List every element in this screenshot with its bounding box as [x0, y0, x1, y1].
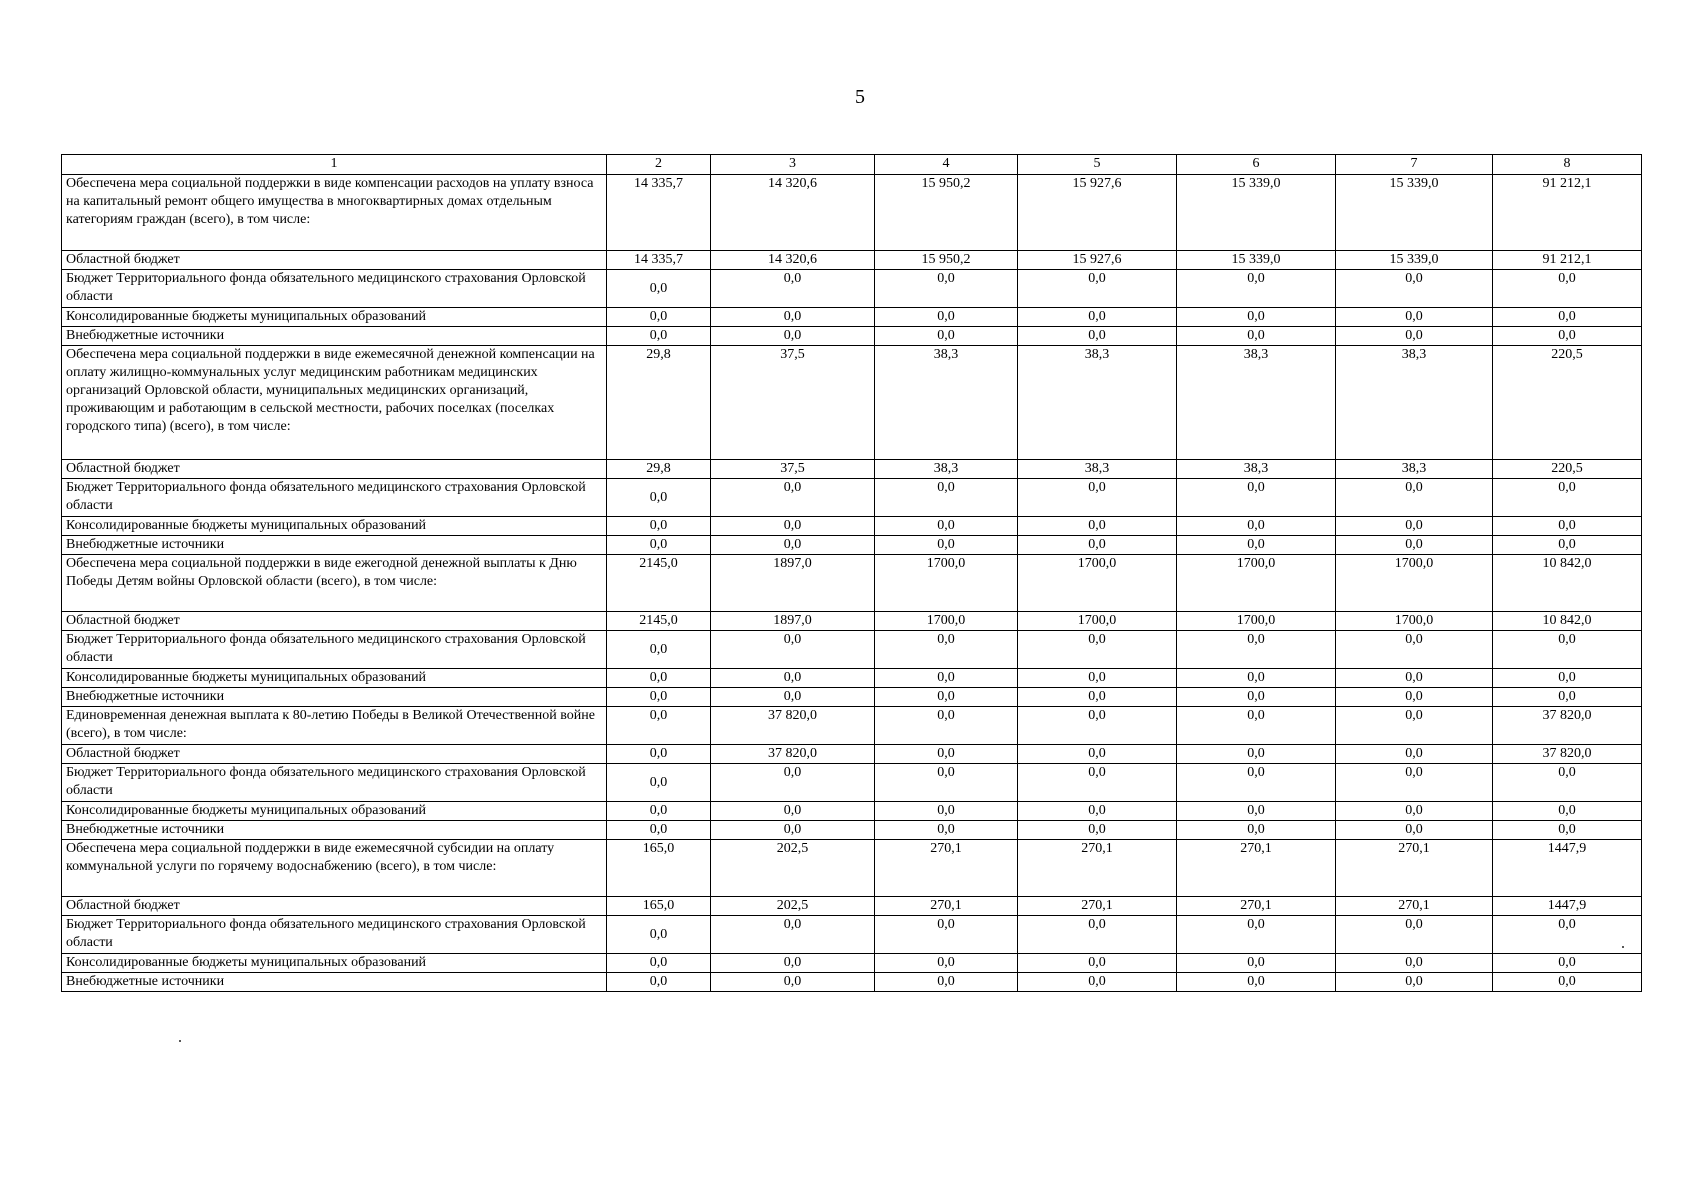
value-cell: 1897,0: [711, 555, 875, 612]
value-cell: 0,0: [711, 308, 875, 327]
value-cell: 0,0: [1493, 536, 1642, 555]
table-row: [62, 612, 1642, 631]
value-cell: 0,0: [607, 707, 711, 745]
value-cell: 0,0: [1336, 764, 1493, 802]
value-cell: 0,0: [1177, 517, 1336, 536]
value-cell: 0,0: [1018, 669, 1177, 688]
row-label: Консолидированные бюджеты муниципальных образований: [62, 308, 607, 327]
value-cell: 0,0: [607, 270, 711, 308]
value-cell: 0,0: [1018, 802, 1177, 821]
column-header: 2: [607, 155, 711, 175]
value-cell: 1897,0: [711, 612, 875, 631]
value-cell: 0,0: [1493, 916, 1642, 954]
table-row: [62, 954, 1642, 973]
row-label: Областной бюджет: [62, 745, 607, 764]
value-cell: 0,0: [1336, 973, 1493, 992]
value-cell: 1447,9: [1493, 897, 1642, 916]
value-cell: 91 212,1: [1493, 251, 1642, 270]
value-cell: 270,1: [1018, 897, 1177, 916]
value-cell: 0,0: [607, 327, 711, 346]
value-cell: 0,0: [711, 479, 875, 517]
value-cell: 0,0: [1336, 745, 1493, 764]
value-cell: 0,0: [1336, 802, 1493, 821]
value-cell: 0,0: [1018, 707, 1177, 745]
value-cell: 37 820,0: [711, 745, 875, 764]
value-cell: 0,0: [1018, 536, 1177, 555]
table-row: [62, 270, 1642, 308]
value-cell: 0,0: [1336, 327, 1493, 346]
value-cell: 10 842,0: [1493, 555, 1642, 612]
value-cell: 0,0: [1018, 688, 1177, 707]
value-cell: 38,3: [1336, 460, 1493, 479]
value-cell: 270,1: [1336, 897, 1493, 916]
value-cell: 0,0: [875, 270, 1018, 308]
value-cell: 29,8: [607, 460, 711, 479]
value-cell: 0,0: [875, 308, 1018, 327]
row-label: Внебюджетные источники: [62, 973, 607, 992]
column-header: 4: [875, 155, 1018, 175]
value-cell: 15 927,6: [1018, 175, 1177, 251]
value-cell: 0,0: [875, 688, 1018, 707]
value-cell: 14 320,6: [711, 175, 875, 251]
value-cell: 0,0: [1177, 327, 1336, 346]
table-row: [62, 821, 1642, 840]
value-cell: 0,0: [1336, 631, 1493, 669]
value-cell: 270,1: [875, 897, 1018, 916]
table-row: [62, 669, 1642, 688]
table-row: [62, 688, 1642, 707]
value-cell: 0,0: [1177, 688, 1336, 707]
value-cell: 0,0: [1493, 270, 1642, 308]
value-cell: 0,0: [1177, 973, 1336, 992]
value-cell: 2145,0: [607, 612, 711, 631]
value-cell: 0,0: [1493, 669, 1642, 688]
value-cell: 0,0: [607, 536, 711, 555]
table-row: [62, 631, 1642, 669]
value-cell: 0,0: [607, 631, 711, 669]
row-label: Консолидированные бюджеты муниципальных образований: [62, 954, 607, 973]
value-cell: 0,0: [607, 802, 711, 821]
column-header: 8: [1493, 155, 1642, 175]
value-cell: 15 950,2: [875, 175, 1018, 251]
row-label: Бюджет Территориального фонда обязательного медицинского страхования Орловской области: [62, 764, 607, 802]
table-row: [62, 175, 1642, 251]
table-row: [62, 973, 1642, 992]
value-cell: 0,0: [1177, 536, 1336, 555]
value-cell: 0,0: [1493, 954, 1642, 973]
row-label: Консолидированные бюджеты муниципальных образований: [62, 802, 607, 821]
value-cell: 0,0: [1336, 536, 1493, 555]
table-row: [62, 764, 1642, 802]
value-cell: 0,0: [711, 536, 875, 555]
value-cell: 0,0: [1018, 479, 1177, 517]
value-cell: 38,3: [1018, 460, 1177, 479]
value-cell: 14 335,7: [607, 251, 711, 270]
table-row: [62, 346, 1642, 460]
value-cell: 270,1: [1177, 840, 1336, 897]
table-row: [62, 555, 1642, 612]
value-cell: 15 339,0: [1336, 251, 1493, 270]
value-cell: 0,0: [1177, 764, 1336, 802]
value-cell: 1700,0: [1177, 612, 1336, 631]
value-cell: 0,0: [1493, 327, 1642, 346]
table-row: [62, 745, 1642, 764]
value-cell: 15 339,0: [1336, 175, 1493, 251]
value-cell: 0,0: [607, 308, 711, 327]
row-label: Областной бюджет: [62, 251, 607, 270]
table-row: [62, 707, 1642, 745]
row-label: Бюджет Территориального фонда обязательного медицинского страхования Орловской области: [62, 631, 607, 669]
value-cell: 0,0: [711, 669, 875, 688]
budget-table: [61, 154, 1642, 992]
value-cell: 0,0: [607, 669, 711, 688]
value-cell: 91 212,1: [1493, 175, 1642, 251]
value-cell: 0,0: [1177, 707, 1336, 745]
value-cell: 0,0: [1018, 308, 1177, 327]
row-label: Обеспечена мера социальной поддержки в виде ежемесячной денежной компенсации на оплату жилищно-коммунальных услуг медицинским работникам медицинских организаций Орловской области, муниципальных медицинских организаций, проживающим и работающим в сельской местности, рабочих поселках (поселках городского типа) (всего), в том числе:: [62, 346, 607, 460]
value-cell: 1700,0: [1336, 612, 1493, 631]
value-cell: 270,1: [1177, 897, 1336, 916]
column-header: 7: [1336, 155, 1493, 175]
value-cell: 0,0: [711, 954, 875, 973]
table-row: [62, 308, 1642, 327]
value-cell: 14 335,7: [607, 175, 711, 251]
value-cell: 220,5: [1493, 460, 1642, 479]
table-row: [62, 327, 1642, 346]
value-cell: 15 950,2: [875, 251, 1018, 270]
value-cell: 0,0: [1336, 688, 1493, 707]
value-cell: 165,0: [607, 840, 711, 897]
table-row: [62, 479, 1642, 517]
value-cell: 0,0: [1177, 745, 1336, 764]
value-cell: 270,1: [1336, 840, 1493, 897]
value-cell: 0,0: [711, 327, 875, 346]
value-cell: 0,0: [875, 327, 1018, 346]
value-cell: 0,0: [1493, 973, 1642, 992]
row-label: Областной бюджет: [62, 897, 607, 916]
value-cell: 0,0: [875, 707, 1018, 745]
value-cell: 0,0: [1018, 517, 1177, 536]
scan-speck: [179, 1040, 181, 1042]
value-cell: 0,0: [607, 821, 711, 840]
value-cell: 0,0: [875, 536, 1018, 555]
row-label: Внебюджетные источники: [62, 327, 607, 346]
value-cell: 1700,0: [875, 612, 1018, 631]
value-cell: 0,0: [1018, 631, 1177, 669]
row-label: Обеспечена мера социальной поддержки в виде ежегодной денежной выплаты к Дню Победы Детям войны Орловской области (всего), в том числе:: [62, 555, 607, 612]
table-header-row: [62, 155, 1642, 175]
value-cell: 0,0: [711, 688, 875, 707]
value-cell: 37 820,0: [1493, 745, 1642, 764]
value-cell: 0,0: [1018, 745, 1177, 764]
value-cell: 0,0: [1018, 821, 1177, 840]
value-cell: 0,0: [875, 916, 1018, 954]
value-cell: 38,3: [1177, 346, 1336, 460]
value-cell: 0,0: [1493, 764, 1642, 802]
value-cell: 0,0: [1177, 802, 1336, 821]
value-cell: 0,0: [1336, 821, 1493, 840]
value-cell: 0,0: [1177, 916, 1336, 954]
table-body: [62, 175, 1642, 992]
value-cell: 0,0: [1336, 916, 1493, 954]
value-cell: 38,3: [1177, 460, 1336, 479]
row-label: Внебюджетные источники: [62, 688, 607, 707]
table-row: [62, 916, 1642, 954]
value-cell: 0,0: [1018, 270, 1177, 308]
value-cell: 0,0: [607, 479, 711, 517]
value-cell: 38,3: [875, 460, 1018, 479]
value-cell: 0,0: [1177, 308, 1336, 327]
value-cell: 0,0: [1018, 916, 1177, 954]
value-cell: 0,0: [1018, 973, 1177, 992]
value-cell: 1700,0: [1018, 612, 1177, 631]
page-number: 5: [855, 86, 865, 108]
value-cell: 0,0: [875, 669, 1018, 688]
value-cell: 0,0: [1177, 669, 1336, 688]
value-cell: 0,0: [1177, 954, 1336, 973]
value-cell: 10 842,0: [1493, 612, 1642, 631]
value-cell: 37 820,0: [711, 707, 875, 745]
value-cell: 0,0: [1336, 479, 1493, 517]
value-cell: 0,0: [1493, 802, 1642, 821]
value-cell: 0,0: [711, 802, 875, 821]
value-cell: 29,8: [607, 346, 711, 460]
value-cell: 38,3: [875, 346, 1018, 460]
value-cell: 270,1: [875, 840, 1018, 897]
column-header: 1: [62, 155, 607, 175]
value-cell: 0,0: [711, 764, 875, 802]
value-cell: 0,0: [607, 916, 711, 954]
value-cell: 0,0: [1493, 479, 1642, 517]
value-cell: 0,0: [875, 479, 1018, 517]
value-cell: 0,0: [875, 973, 1018, 992]
table-row: [62, 897, 1642, 916]
value-cell: 1700,0: [1018, 555, 1177, 612]
value-cell: 0,0: [1493, 631, 1642, 669]
value-cell: 14 320,6: [711, 251, 875, 270]
value-cell: 0,0: [1018, 327, 1177, 346]
value-cell: 0,0: [607, 973, 711, 992]
value-cell: 0,0: [1336, 707, 1493, 745]
value-cell: 0,0: [607, 517, 711, 536]
value-cell: 15 927,6: [1018, 251, 1177, 270]
row-label: Бюджет Территориального фонда обязательного медицинского страхования Орловской области: [62, 916, 607, 954]
row-label: Консолидированные бюджеты муниципальных образований: [62, 669, 607, 688]
row-label: Внебюджетные источники: [62, 821, 607, 840]
value-cell: 15 339,0: [1177, 251, 1336, 270]
table-row: [62, 517, 1642, 536]
value-cell: 0,0: [1177, 479, 1336, 517]
value-cell: 0,0: [1493, 517, 1642, 536]
value-cell: 202,5: [711, 897, 875, 916]
value-cell: 0,0: [1493, 308, 1642, 327]
row-label: Областной бюджет: [62, 612, 607, 631]
value-cell: 2145,0: [607, 555, 711, 612]
value-cell: 38,3: [1018, 346, 1177, 460]
value-cell: 1447,9: [1493, 840, 1642, 897]
value-cell: 0,0: [1336, 308, 1493, 327]
value-cell: 15 339,0: [1177, 175, 1336, 251]
value-cell: 0,0: [1336, 954, 1493, 973]
value-cell: 0,0: [1018, 954, 1177, 973]
value-cell: 0,0: [711, 973, 875, 992]
table-row: [62, 536, 1642, 555]
value-cell: 0,0: [711, 270, 875, 308]
value-cell: 1700,0: [875, 555, 1018, 612]
table-row: [62, 802, 1642, 821]
value-cell: 220,5: [1493, 346, 1642, 460]
value-cell: 202,5: [711, 840, 875, 897]
row-label: Бюджет Территориального фонда обязательного медицинского страхования Орловской области: [62, 479, 607, 517]
value-cell: 1700,0: [1177, 555, 1336, 612]
table-row: [62, 460, 1642, 479]
row-label: Бюджет Территориального фонда обязательного медицинского страхования Орловской области: [62, 270, 607, 308]
value-cell: 0,0: [1177, 821, 1336, 840]
value-cell: 0,0: [875, 745, 1018, 764]
value-cell: 0,0: [607, 688, 711, 707]
row-label: Единовременная денежная выплата к 80-летию Победы в Великой Отечественной войне (всего), в том числе:: [62, 707, 607, 745]
value-cell: 0,0: [875, 954, 1018, 973]
row-label: Консолидированные бюджеты муниципальных образований: [62, 517, 607, 536]
value-cell: 37 820,0: [1493, 707, 1642, 745]
value-cell: 0,0: [607, 764, 711, 802]
value-cell: 0,0: [1336, 517, 1493, 536]
value-cell: 0,0: [875, 802, 1018, 821]
value-cell: 0,0: [1177, 631, 1336, 669]
column-header: 3: [711, 155, 875, 175]
value-cell: 0,0: [1493, 688, 1642, 707]
value-cell: 0,0: [1177, 270, 1336, 308]
value-cell: 0,0: [1493, 821, 1642, 840]
value-cell: 1700,0: [1336, 555, 1493, 612]
value-cell: 0,0: [711, 916, 875, 954]
row-label: Внебюджетные источники: [62, 536, 607, 555]
row-label: Обеспечена мера социальной поддержки в виде компенсации расходов на уплату взноса на капитальный ремонт общего имущества в многоквартирных домах отдельным категориям граждан (всего), в том числе:: [62, 175, 607, 251]
value-cell: 37,5: [711, 460, 875, 479]
value-cell: 38,3: [1336, 346, 1493, 460]
value-cell: 0,0: [607, 954, 711, 973]
value-cell: 0,0: [711, 517, 875, 536]
value-cell: 0,0: [875, 821, 1018, 840]
table-row: [62, 840, 1642, 897]
column-header: 5: [1018, 155, 1177, 175]
value-cell: 0,0: [711, 821, 875, 840]
column-header: 6: [1177, 155, 1336, 175]
value-cell: 0,0: [1018, 764, 1177, 802]
value-cell: 0,0: [875, 517, 1018, 536]
value-cell: 0,0: [1336, 669, 1493, 688]
row-label: Обеспечена мера социальной поддержки в виде ежемесячной субсидии на оплату коммунальной услуги по горячему водоснабжению (всего), в том числе:: [62, 840, 607, 897]
value-cell: 0,0: [875, 764, 1018, 802]
value-cell: 165,0: [607, 897, 711, 916]
value-cell: 0,0: [875, 631, 1018, 669]
value-cell: 37,5: [711, 346, 875, 460]
scan-speck: [1622, 946, 1624, 948]
table-row: [62, 251, 1642, 270]
value-cell: 0,0: [711, 631, 875, 669]
value-cell: 0,0: [607, 745, 711, 764]
row-label: Областной бюджет: [62, 460, 607, 479]
value-cell: 270,1: [1018, 840, 1177, 897]
value-cell: 0,0: [1336, 270, 1493, 308]
